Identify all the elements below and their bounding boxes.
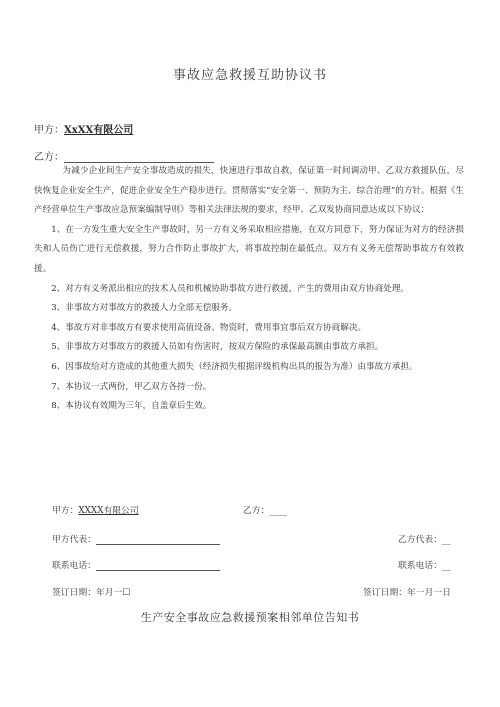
party-b-label: 乙方： [34,152,64,163]
paragraph-intro: 为减少企业间生产安全事故造成的损失，快速进行事故自救，保证第一时间调动甲、乙双方救援队伍，尽快恢复企业安全生产，促进企业安全生产稳步进行。贯彻落实“安全第一、预防为主、综合治理”的方针。根据《生产经营单位生产事故应急预案编制导则》等相关法律法规的要求，经甲、乙双发协商同意达成以下协议： [34,166,464,216]
party-a-label: 甲方： [34,125,64,136]
party-b-line [34,148,214,163]
representative-a-label: 甲方代表： [52,535,96,545]
representative-a [52,532,220,545]
paragraph-clause-5: 5、非事故方对事故方的救援人员如有伤害时，按双方保险的承保最高额由事故方承担。 [51,342,384,353]
phone-a-blank [96,560,220,571]
signing-date-a: 签订日期：年月一☐ [52,588,131,598]
signature-party-b-label: 乙方： [243,506,270,516]
representative-b-blank: __ [442,535,451,545]
phone-a [52,558,220,571]
representative-b-label: 乙方代表： [398,535,442,545]
signature-party-b [243,503,287,516]
paragraph-clause-2: 2、对方有义务派出相应的技术人员和机械协助事故方进行救援，产生的费用由双方协商处理。 [51,283,410,294]
signature-party-a-label: 甲方： [52,506,79,516]
phone-b-label: 联系电话： [398,561,442,571]
paragraph-clause-7: 7、本协议一式两份，甲乙双方各持一份。 [51,381,212,392]
representative-b [398,532,451,545]
paragraph-clause-4: 4、事故方对非事故方有要求使用高值设备、物资时，费用事宜事后双方协商解决。 [51,322,367,333]
party-a-line [34,121,133,136]
signature-party-a [52,503,139,516]
paragraph-clause-8: 8、本协议有效期为三年，自盖章后生效。 [51,401,212,412]
phone-a-label: 联系电话： [52,561,96,571]
signing-date-b: 签订日期：年一月一日 [363,588,451,598]
signature-party-b-blank: ____ [269,506,287,516]
next-document-title: 生产安全事故应急救援预案相邻单位告知书 [140,611,360,624]
representative-a-blank [96,534,220,545]
paragraph-clause-3: 3、非事故方对事故方的救援人力全部无偿服务。 [51,303,238,314]
signature-party-a-name: XXXX有限公司 [78,506,139,516]
phone-b-blank: __ [442,561,451,571]
document-title: 事故应急救援互助协议书 [172,68,327,83]
agreement-body [34,162,464,417]
paragraph-clause-1: 1、在一方发生重大安全生产事故时，另一方有义务采取相应措施，在双方同意下，努力保证为对方的经济损失和人员伤亡进行无偿救援，努力合作防止事故扩大，将事故控制在最低点。双方有义务无偿帮助事故方有效救援。 [34,224,464,274]
party-a-name: XxXX有限公司 [64,125,134,136]
paragraph-clause-6: 6、因事故给对方造成的其他重大损失（经济损失根据评级机构出具的报告为准）由事故方承担。 [51,361,418,372]
phone-b [398,558,451,571]
